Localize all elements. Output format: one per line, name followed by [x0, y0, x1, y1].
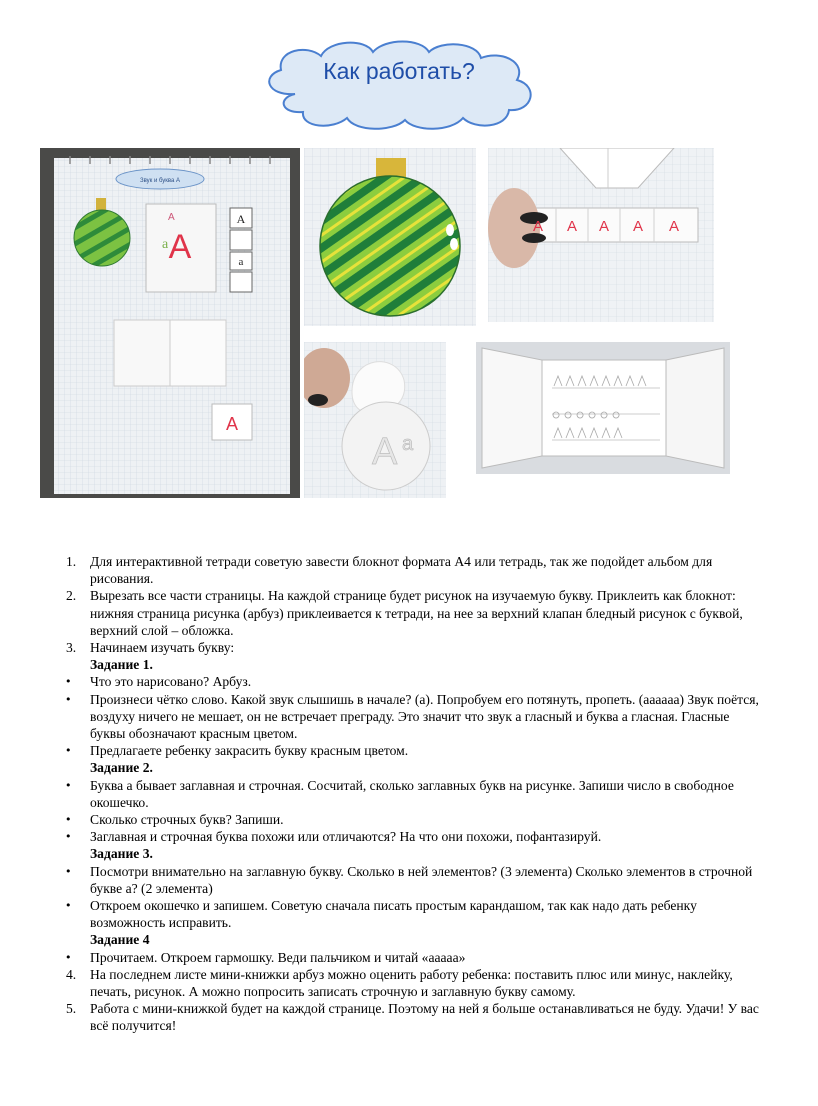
bullet-item: [62, 691, 762, 743]
item-text: Начинаем изучать букву:: [90, 640, 235, 656]
flap-upper-letter: А: [372, 431, 398, 473]
flap-lower-letter: а: [402, 433, 414, 455]
task-heading: [62, 845, 762, 862]
accordion-letter-4: А: [632, 218, 644, 235]
list-marker: •: [65, 864, 72, 878]
card-small-upper: А: [168, 212, 175, 223]
item-text: Произнеси чётко слово. Какой звук слышишь в начале? (а). Попробуем его потянуть, пропеть. (аааааа) Звук поётся, воздуху ничего не мешает, он не встречает преграду. Это значит что звук а гласный и буква а гласная. Гласные буквы обозначают красным цветом.: [90, 691, 759, 742]
bullet-item: [62, 742, 762, 759]
list-marker: •: [65, 950, 72, 964]
page-title: Как работать?: [323, 58, 475, 84]
accordion-letter-3: А: [598, 218, 610, 235]
photo-watermelon: [304, 148, 476, 326]
numbered-item: [62, 639, 762, 656]
bullet-item: [62, 777, 762, 811]
item-text: Что это нарисовано? Арбуз.: [90, 674, 252, 690]
photo-accordion: [488, 148, 714, 322]
item-text: Задание 2.: [90, 760, 153, 776]
numbered-item: [62, 553, 762, 587]
item-text: Сколько строчных букв? Запиши.: [90, 812, 284, 828]
item-text: Прочитаем. Откроем гармошку. Веди пальчиком и читай «ааааа»: [90, 949, 466, 965]
item-text: Буква а бывает заглавная и строчная. Сосчитай, сколько заглавных букв на рисунке. Запиши число в свободное окошечко.: [90, 777, 734, 810]
item-text: Работа с мини-книжкой будет на каждой странице. Поэтому на ней я больше останавливаться не буду. Удачи! У вас всё получится!: [90, 1001, 759, 1034]
list-marker: •: [65, 813, 72, 827]
task-heading: [62, 656, 762, 673]
list-marker: •: [65, 744, 72, 758]
item-text: Заглавная и строчная буква похожи или отличаются? На что они похожи, пофантазируй.: [90, 829, 602, 845]
accordion-letter-2: А: [566, 218, 578, 235]
bullet-item: [62, 828, 762, 845]
list-marker: 1.: [66, 554, 77, 569]
item-text: Задание 4: [90, 932, 150, 948]
item-text: Посмотри внимательно на заглавную букву. Сколько в ней элементов? (3 элемента) Сколько элементов в строчной букве а? (2 элемента): [90, 863, 753, 896]
list-marker: •: [65, 830, 72, 844]
list-marker: 3.: [66, 640, 77, 656]
card-big-letter: А: [168, 228, 192, 266]
item-text: Вырезать все части страницы. На каждой странице будет рисунок на изучаемую букву. Приклеить как блокнот: нижняя страница рисунка (арбуз) приклеивается к тетради, на нее за верхний клапан бледный рисунок с буквой, верхний слой – обложка.: [90, 588, 743, 638]
task-heading: [62, 931, 762, 948]
instructions-list: [62, 553, 762, 1035]
photo-lift-flap: [304, 342, 446, 498]
bullet-item: [62, 897, 762, 931]
numbered-item: [62, 587, 762, 639]
bullet-item: [62, 949, 762, 966]
numbered-item: [62, 1000, 762, 1034]
photo-notebook-overview: [40, 148, 300, 498]
accordion-letter-5: А: [668, 218, 680, 235]
photo-open-booklet: [476, 342, 730, 474]
bullet-item: [62, 811, 762, 828]
strip-label: Звук и буква А: [139, 178, 181, 184]
list-marker: 5.: [66, 1001, 77, 1017]
tile-letter: А: [225, 414, 239, 434]
item-text: Откроем окошечко и запишем. Советую сначала писать простым карандашом, так как надо дать ребенку возможность исправить.: [90, 898, 697, 931]
bullet-item: [62, 863, 762, 897]
list-marker: 2.: [66, 588, 77, 604]
item-text: Предлагаете ребенку закрасить букву красным цветом.: [90, 743, 409, 759]
title-cloud: [255, 36, 543, 132]
box-lower-letter: а: [238, 256, 244, 268]
item-text: Для интерактивной тетради советую завести блокнот формата А4 или тетрадь, так же подойдет альбом для рисования.: [90, 554, 713, 587]
item-text: На последнем листе мини-книжки арбуз можно оценить работу ребенка: поставить плюс или минус, наклейку, печать, рисунок. А можно попросить записать строчную и заглавную букву самому.: [90, 966, 733, 1000]
list-marker: •: [65, 899, 72, 913]
list-marker: •: [65, 692, 72, 706]
task-heading: [62, 759, 762, 776]
card-small-lower: а: [162, 237, 169, 252]
item-text: Задание 3.: [90, 846, 153, 862]
list-marker: •: [65, 778, 72, 792]
bullet-item: [62, 673, 762, 690]
item-text: Задание 1.: [90, 657, 153, 673]
box-upper-letter: А: [236, 212, 246, 226]
list-marker: 4.: [66, 966, 77, 982]
numbered-item: [62, 966, 762, 1000]
list-marker: •: [65, 675, 72, 689]
accordion-letter-1: А: [532, 218, 544, 235]
